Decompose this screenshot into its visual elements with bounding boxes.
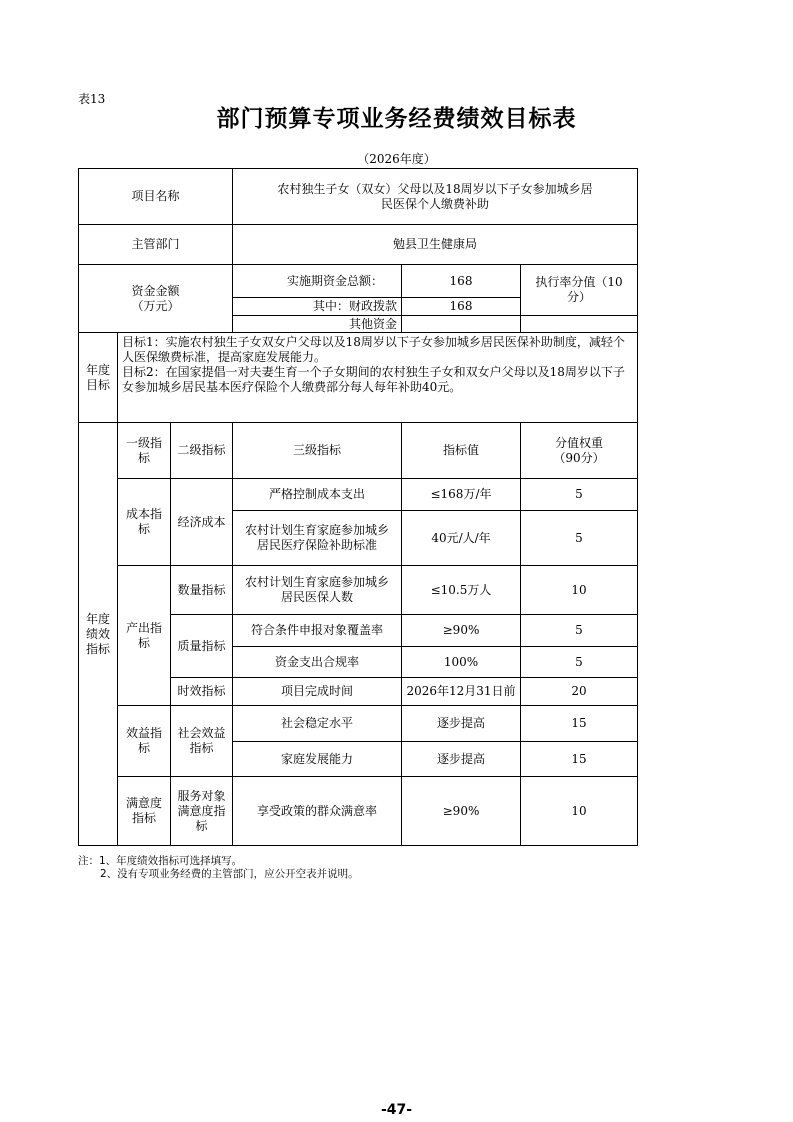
level1-output: 产出指标 — [117, 565, 171, 706]
level2-quantity: 数量指标 — [170, 565, 233, 615]
indicator-row-4-score: 5 — [520, 614, 638, 647]
funds-fiscal-value: 168 — [401, 297, 521, 316]
indicator-row-4-l3: 符合条件申报对象覆盖率 — [232, 614, 402, 647]
indicator-row-3-value: ≤10.5万人 — [401, 565, 521, 615]
indicator-row-8-value: 逐步提高 — [401, 741, 521, 777]
fiscal-year: （2026年度） — [357, 152, 436, 166]
header-level3: 三级指标 — [232, 422, 402, 479]
indicator-row-1-value: ≤168万/年 — [401, 478, 521, 511]
project-name-value: 农村独生子女（双女）父母以及18周岁以下子女参加城乡居民医保个人缴费补助 — [232, 168, 638, 225]
indicator-row-8-l3: 家庭发展能力 — [232, 741, 402, 777]
indicator-row-9-score: 10 — [520, 776, 638, 846]
table-number: 表13 — [78, 92, 106, 106]
level2-quality: 质量指标 — [170, 614, 233, 678]
indicator-row-8-score: 15 — [520, 741, 638, 777]
annual-goal-text: 目标1：实施农村独生子女双女户父母以及18周岁以下子女参加城乡居民医保补助制度，减轻个人医保缴费标准，提高家庭发展能力。 目标2：在国家提倡一对夫妻生育一个子女期间的农村独生子女和双女户父母以及18周岁以下子女参加城乡居民基本医疗保险个人缴费部分每人每年补助40元。 — [117, 332, 638, 423]
indicator-row-3-score: 10 — [520, 565, 638, 615]
indicator-row-6-l3: 项目完成时间 — [232, 677, 402, 706]
footnote-1: 注：1、年度绩效指标可选择填写。 — [78, 855, 243, 867]
indicator-row-4-value: ≥90% — [401, 614, 521, 647]
indicator-row-2-value: 40元/人/年 — [401, 510, 521, 566]
project-name-label: 项目名称 — [78, 168, 233, 225]
indicator-row-1-score: 5 — [520, 478, 638, 511]
funds-other-label: 其他资金 — [232, 315, 402, 333]
page-title: 部门预算专项业务经费绩效目标表 — [216, 106, 577, 132]
funds-label: 资金金额 （万元） — [78, 264, 233, 333]
funds-total-label: 实施期资金总额： — [232, 264, 402, 298]
indicator-row-2-score: 5 — [520, 510, 638, 566]
indicators-section-label: 年度绩效指标 — [78, 422, 118, 846]
indicator-row-3-l3: 农村计划生育家庭参加城乡居民医保人数 — [232, 565, 402, 615]
level1-cost: 成本指标 — [117, 478, 171, 566]
indicator-row-1-l3: 严格控制成本支出 — [232, 478, 402, 511]
indicator-row-9-l3: 享受政策的群众满意率 — [232, 776, 402, 846]
dept-value: 勉县卫生健康局 — [232, 224, 638, 265]
exec-rate-label: 执行率分值（10分） — [520, 264, 638, 316]
indicator-row-5-l3: 资金支出合规率 — [232, 646, 402, 678]
header-level1: 一级指标 — [117, 422, 171, 479]
page-number: -47- — [380, 1102, 413, 1118]
indicator-row-7-score: 15 — [520, 705, 638, 742]
header-value: 指标值 — [401, 422, 521, 479]
level2-economic-cost: 经济成本 — [170, 478, 233, 566]
level1-satisfaction: 满意度指标 — [117, 776, 171, 846]
level1-benefit: 效益指标 — [117, 705, 171, 777]
dept-label: 主管部门 — [78, 224, 233, 265]
indicator-row-7-l3: 社会稳定水平 — [232, 705, 402, 742]
indicator-row-5-score: 5 — [520, 646, 638, 678]
header-score: 分值权重 （90分） — [520, 422, 638, 479]
footnote-2: 2、没有专项业务经费的主管部门，应公开空表并说明。 — [100, 868, 359, 880]
indicator-row-7-value: 逐步提高 — [401, 705, 521, 742]
funds-other-value — [401, 315, 521, 333]
indicator-row-2-l3: 农村计划生育家庭参加城乡居民医疗保险补助标准 — [232, 510, 402, 566]
level2-social-benefit: 社会效益指标 — [170, 705, 233, 777]
level2-timeliness: 时效指标 — [170, 677, 233, 706]
indicator-row-6-score: 20 — [520, 677, 638, 706]
annual-goal-label: 年度目标 — [78, 332, 118, 423]
level2-service-satisfaction: 服务对象满意度指标 — [170, 776, 233, 846]
indicator-row-6-value: 2026年12月31日前 — [401, 677, 521, 706]
header-level2: 二级指标 — [170, 422, 233, 479]
exec-rate-blank — [520, 315, 638, 333]
funds-fiscal-label: 其中：财政拨款 — [232, 297, 402, 316]
funds-total-value: 168 — [401, 264, 521, 298]
indicator-row-9-value: ≥90% — [401, 776, 521, 846]
indicator-row-5-value: 100% — [401, 646, 521, 678]
